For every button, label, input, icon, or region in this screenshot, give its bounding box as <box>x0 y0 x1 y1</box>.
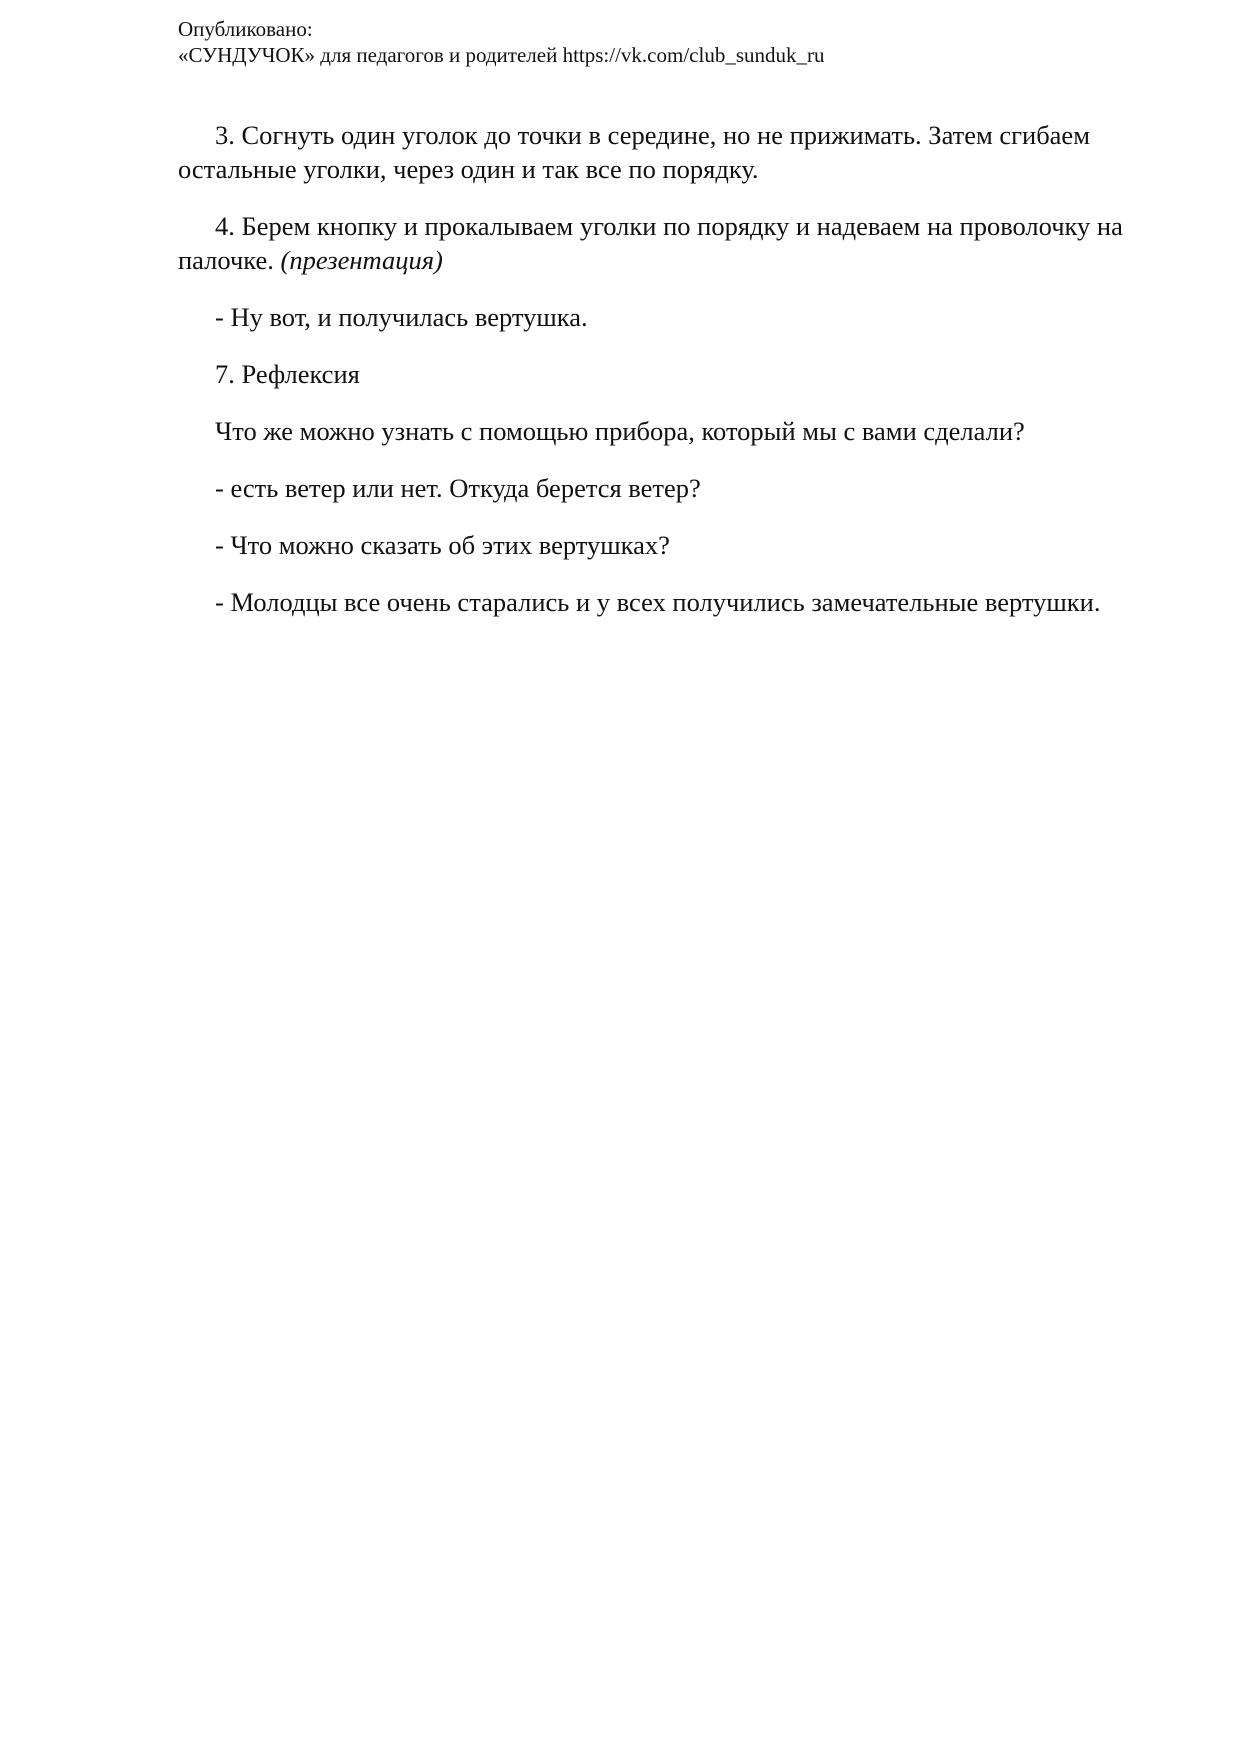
paragraph-praise: - Молодцы все очень старались и у всех получились замечательные вертушки. <box>215 587 1101 617</box>
paragraph-result: - Ну вот, и получилась вертушка. <box>215 302 588 332</box>
page-header <box>178 16 1178 68</box>
paragraph-step-4-text: 4. Берем кнопку и прокалываем уголки по порядку и надеваем на проволочку на палочке. <box>178 211 1123 275</box>
paragraph-answer-wind: - есть ветер или нет. Откуда берется ветер? <box>215 473 701 503</box>
presentation-note: (презентация) <box>280 245 443 275</box>
paragraph-step-4 <box>178 209 1128 277</box>
paragraph-step-3: 3. Согнуть один уголок до точки в середине, но не прижимать. Затем сгибаем остальные уголки, через один и так все по порядку. <box>178 120 1090 184</box>
section-heading-reflection: 7. Рефлексия <box>215 359 360 389</box>
paragraph-question: Что же можно узнать с помощью прибора, который мы с вами сделали? <box>215 416 1025 446</box>
header-source-line: «СУНДУЧОК» для педагогов и родителей https://vk.com/club_sunduk_ru <box>178 43 825 67</box>
document-body <box>178 118 1128 642</box>
header-published-label: Опубликовано: <box>178 17 313 41</box>
paragraph-question-pinwheels: - Что можно сказать об этих вертушках? <box>215 530 670 560</box>
